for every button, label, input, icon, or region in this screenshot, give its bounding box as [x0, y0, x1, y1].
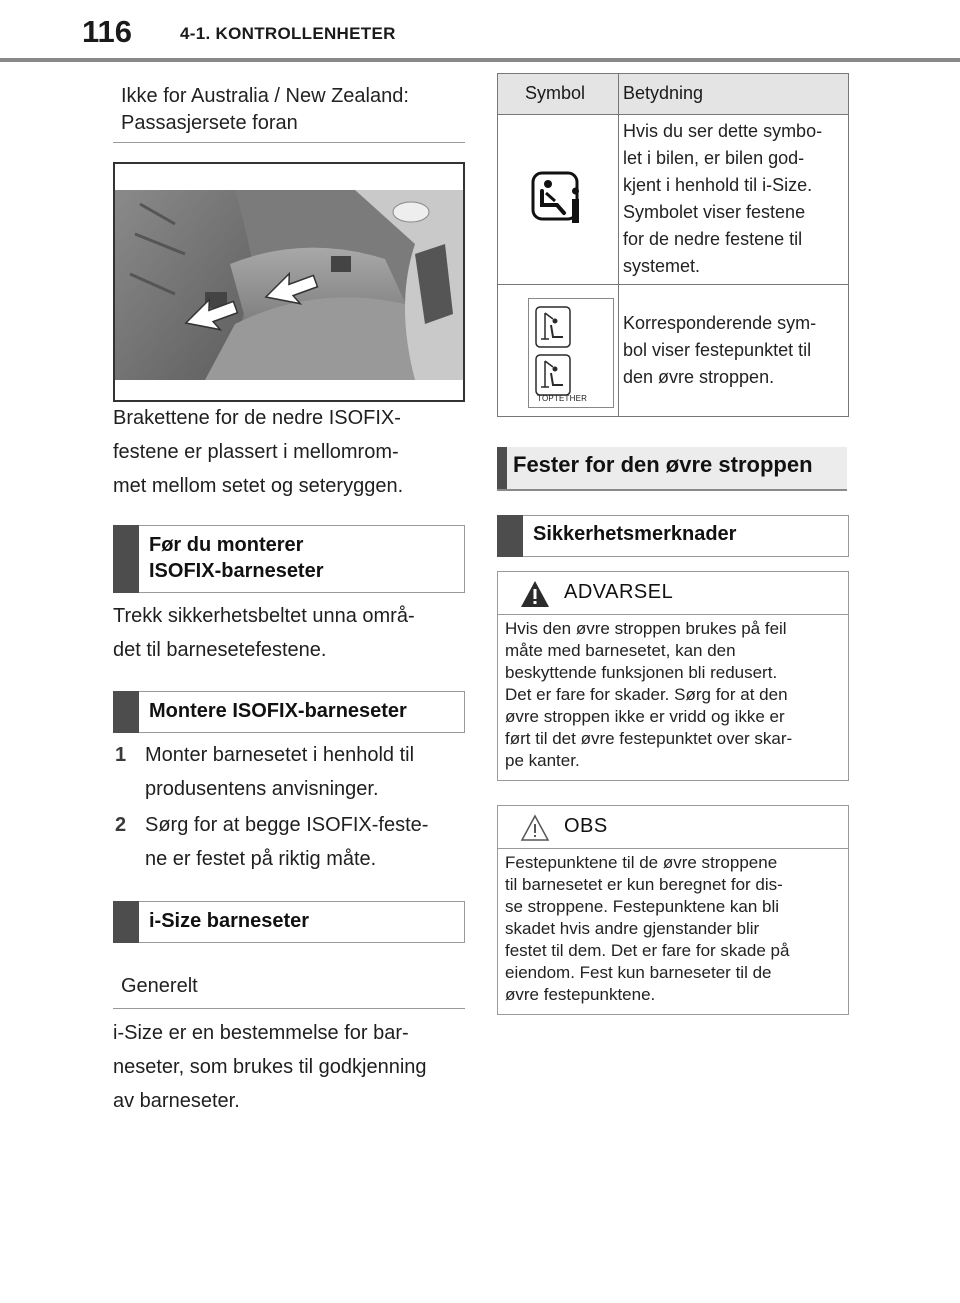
- warning-line: øvre stroppen ikke er vridd og ikke er: [505, 707, 785, 726]
- page-number: 116: [82, 14, 133, 49]
- row2-meaning: [623, 310, 845, 391]
- meaning-line: Korresponderende sym-: [623, 313, 817, 333]
- col-meaning: Betydning: [623, 83, 704, 103]
- step-line: Sørg for at begge ISOFIX-feste-: [145, 814, 429, 836]
- chapter-title: 4-1. KONTROLLENHETER: [180, 24, 396, 43]
- heading-bar: [497, 447, 507, 489]
- meaning-line: Hvis du ser dette symbo-: [623, 121, 823, 141]
- notice-line: skadet hvis andre gjenstander blir: [505, 919, 760, 938]
- isize-seat-icon: [531, 171, 583, 227]
- isize-text: [113, 1016, 473, 1118]
- step-line: produsentens anvisninger.: [145, 778, 379, 800]
- region-box: [113, 80, 465, 143]
- step-list: [113, 738, 473, 876]
- warning-line: Det er fare for skader. Sørg for at den: [505, 685, 788, 704]
- caution-triangle-icon: [520, 814, 550, 842]
- warning-line: ført til det øvre festepunktet over skar-: [505, 729, 793, 748]
- before-mounting-heading: [113, 525, 465, 593]
- meaning-line: den øvre stroppen.: [623, 367, 775, 387]
- notice-text: [505, 852, 845, 1006]
- seat-illustration-graphic: [115, 164, 463, 400]
- notice-line: til barnesetet er kun beregnet for dis-: [505, 875, 783, 894]
- row1-meaning: [623, 118, 845, 280]
- heading-bar: [497, 515, 523, 557]
- col-symbol: Symbol: [525, 83, 586, 103]
- heading-bar: [113, 525, 139, 593]
- heading-bar: [113, 691, 139, 733]
- region-line-2: Passasjersete foran: [121, 112, 298, 134]
- mount-heading-text: Montere ISOFIX-barneseter: [149, 700, 407, 722]
- general-label-box: [113, 966, 465, 1009]
- meaning-line: Symbolet viser festene: [623, 202, 806, 222]
- seat-isofix-illustration: [113, 162, 465, 402]
- heading-bar: [113, 901, 139, 943]
- notice-line: øvre festepunktene.: [505, 985, 656, 1004]
- table-row-divider: [498, 284, 848, 285]
- image-caption: [113, 401, 473, 503]
- tether-section-heading: [497, 447, 847, 491]
- before-heading-line-1: Før du monterer: [149, 534, 304, 556]
- step-number: 2: [115, 814, 127, 836]
- warning-box: [497, 571, 849, 781]
- before-text-line-2: det til barnesetefestene.: [113, 639, 327, 661]
- before-heading-line-2: ISOFIX-barneseter: [149, 560, 324, 582]
- warning-triangle-icon: [520, 580, 550, 608]
- safety-notes-heading: [497, 515, 849, 557]
- general-label: Generelt: [121, 975, 198, 997]
- notice-line: festet til dem. Det er fare for skade på: [505, 941, 790, 960]
- warning-header: [498, 572, 848, 615]
- isize-line-3: av barneseter.: [113, 1090, 240, 1112]
- safety-heading-text: Sikkerhetsmerknader: [533, 523, 737, 545]
- isize-heading-text: i-Size barneseter: [149, 910, 310, 932]
- warning-line: beskyttende funksjonen bli redusert.: [505, 663, 778, 682]
- caption-line-3: met mellom setet og seteryggen.: [113, 475, 404, 497]
- meaning-line: systemet.: [623, 256, 701, 276]
- warning-line: Hvis den øvre stroppen brukes på feil: [505, 619, 787, 638]
- warning-line: måte med barnesetet, kan den: [505, 641, 736, 660]
- notice-box: [497, 805, 849, 1015]
- meaning-line: for de nedre festene til: [623, 229, 803, 249]
- step-item: [113, 808, 473, 876]
- mount-isofix-heading: [113, 691, 465, 733]
- caption-line-2: festene er plassert i mellomrom-: [113, 441, 399, 463]
- caption-line-1: Brakettene for de nedre ISOFIX-: [113, 407, 401, 429]
- tether-heading-text: Fester for den øvre stroppen: [513, 452, 813, 477]
- notice-header: [498, 806, 848, 849]
- step-item: [113, 738, 473, 806]
- top-tether-label: TOPTETHER: [537, 394, 588, 403]
- symbol-table: [497, 73, 849, 417]
- before-mounting-text: [113, 599, 473, 667]
- isize-heading: [113, 901, 465, 943]
- notice-line: eiendom. Fest kun barneseter til de: [505, 963, 772, 982]
- notice-line: Festepunktene til de øvre stroppene: [505, 853, 778, 872]
- top-tether-icon: [528, 298, 614, 408]
- region-line-1: Ikke for Australia / New Zealand:: [121, 85, 409, 107]
- isize-line-2: neseter, som brukes til godkjenning: [113, 1056, 427, 1078]
- symbol-table-header: [498, 74, 848, 115]
- warning-line: pe kanter.: [505, 751, 580, 770]
- table-column-divider: [618, 74, 619, 416]
- isize-line-1: i-Size er en bestemmelse for bar-: [113, 1022, 409, 1044]
- meaning-line: kjent i henhold til i-Size.: [623, 175, 813, 195]
- notice-title: OBS: [564, 815, 608, 837]
- meaning-line: bol viser festepunktet til: [623, 340, 812, 360]
- header-rule: [0, 58, 960, 62]
- notice-line: se stroppene. Festepunktene kan bli: [505, 897, 780, 916]
- meaning-line: let i bilen, er bilen god-: [623, 148, 805, 168]
- step-line: Monter barnesetet i henhold til: [145, 744, 415, 766]
- step-line: ne er festet på riktig måte.: [145, 848, 377, 870]
- warning-text: [505, 618, 845, 772]
- before-text-line-1: Trekk sikkerhetsbeltet unna områ-: [113, 605, 415, 627]
- step-number: 1: [115, 744, 127, 766]
- warning-title: ADVARSEL: [564, 581, 674, 603]
